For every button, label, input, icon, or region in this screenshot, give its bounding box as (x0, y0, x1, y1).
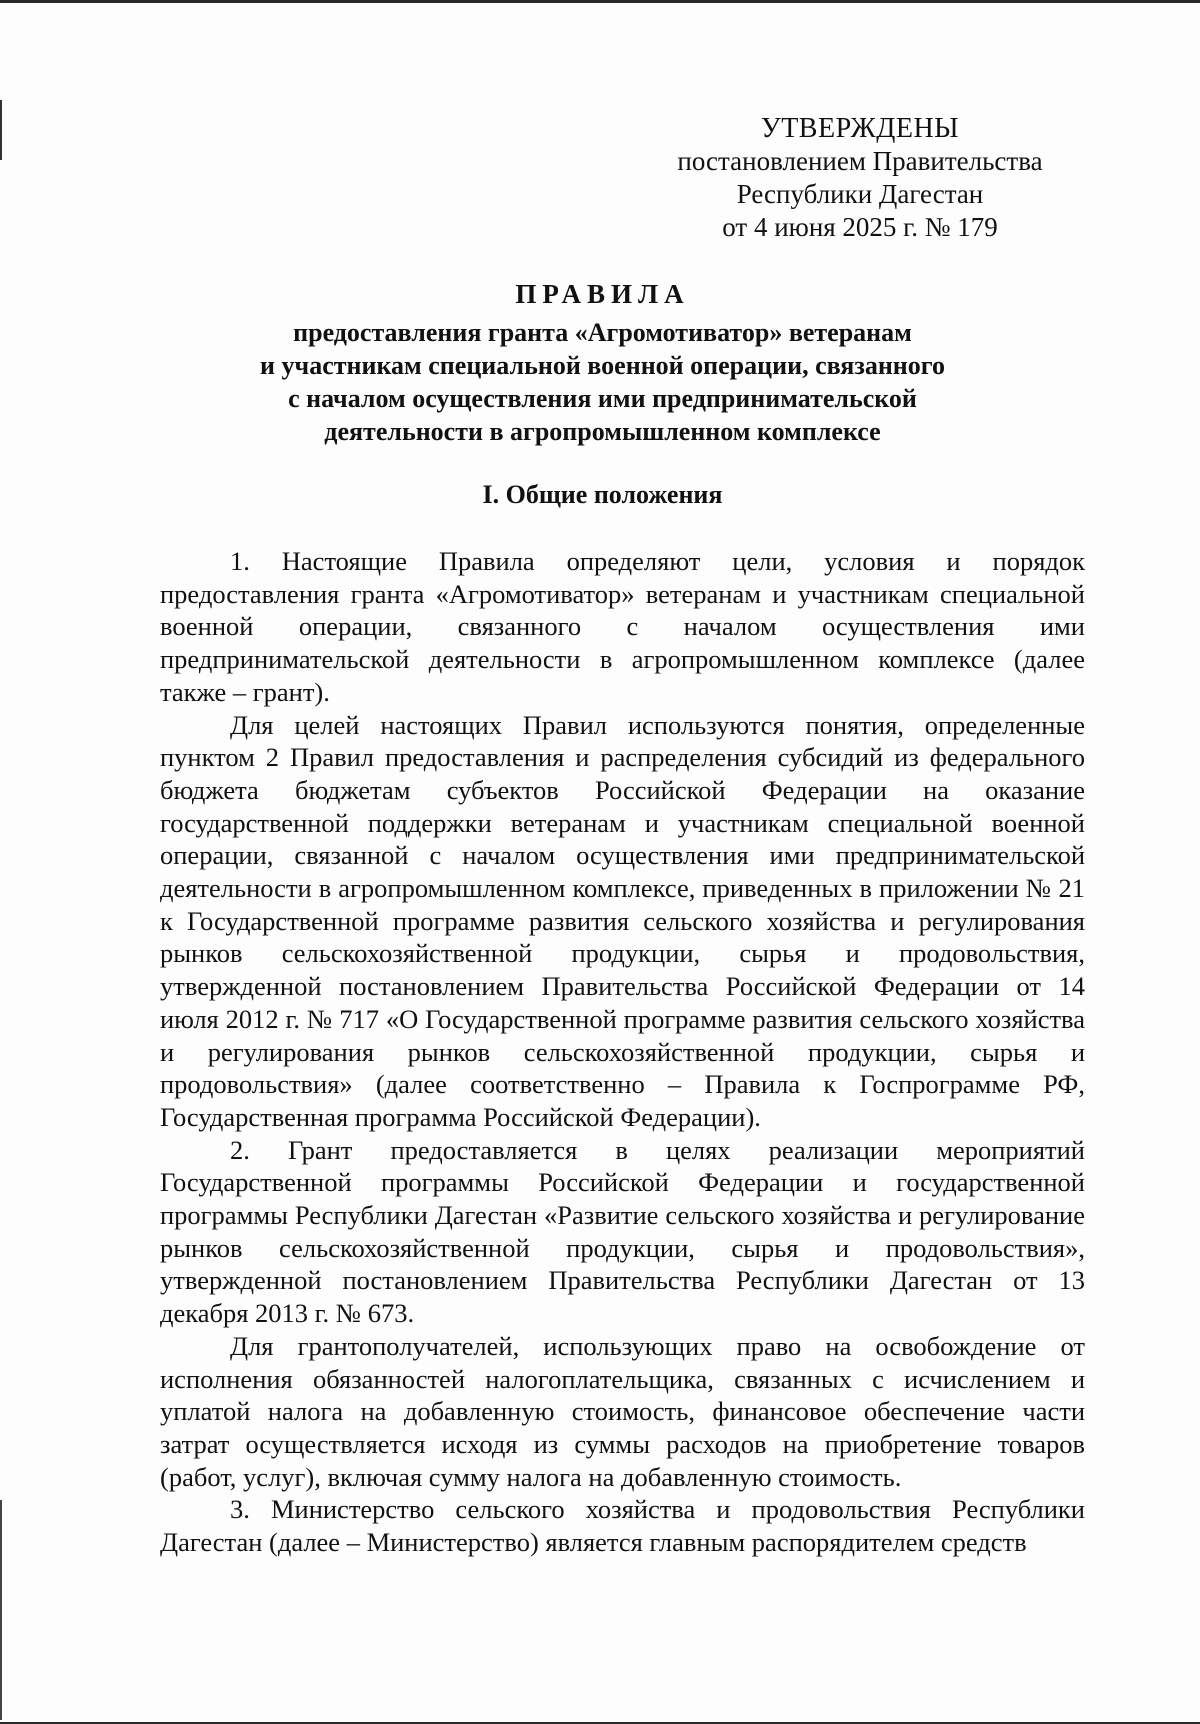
title-line: предоставления гранта «Агромотиватор» ветеранам (293, 318, 912, 347)
scan-edge-left (0, 100, 2, 160)
approval-line: постановлением Правительства (677, 146, 1043, 176)
section-heading: I. Общие положения (482, 480, 723, 509)
approval-line: Республики Дагестан (736, 179, 984, 209)
paragraph: Для грантополучателей, использующих право на освобождение от исполнения обязанностей налогоплательщика, связанных с исчислением и уплатой налога на добавленную стоимость, финансовое обеспечение части затрат осуществляется исходя из суммы расходов на приобретение товаров (работ, услуг), включая сумму налога на добавленную стоимость. (160, 1330, 1085, 1492)
title-line: и участникам специальной военной операции, связанного (260, 351, 945, 380)
document-body (160, 545, 1085, 1559)
document-title (160, 278, 1045, 448)
paragraph: 1. Настоящие Правила определяют цели, условия и порядок предоставления гранта «Агромотиватор» ветеранам и участникам специальной военной операции, связанного с началом осуществления ими предпринимательской деятельности в агропромышленном комплексе (далее также – грант). (160, 546, 1085, 707)
approval-date: от 4 июня 2025 г. № 179 (722, 212, 998, 242)
paragraph: 2. Грант предоставляется в целях реализации мероприятий Государственной программы Российской Федерации и государственной программы Республики Дагестан «Развитие сельского хозяйства и регулирование рынков сельскохозяйственной продукции, сырья и продовольствия», утвержденной постановлением Правительства Республики Дагестан от 13 декабря 2013 г. № 673. (160, 1134, 1085, 1329)
title-line: с началом осуществления ими предпринимательской (288, 384, 917, 413)
title-line: деятельности в агропромышленном комплексе (324, 417, 881, 446)
paragraph: Для целей настоящих Правил используются понятия, определенные пунктом 2 Правил предоставления и распределения субсидий из федерального бюджета бюджетам субъектов Российской Федерации на оказание государственной поддержки ветеранам и участникам специальной военной операции, связанной с началом осуществления ими предпринимательской деятельности в агропромышленном комплексе, приведенных в приложении № 21 к Государственной программе развития сельского хозяйства и регулирования рынков сельскохозяйственной продукции, сырья и продовольствия, утвержденной постановлением Правительства Российской Федерации от 14 июля 2012 г. № 717 «О Государственной программе развития сельского хозяйства и регулирования рынков сельскохозяйственной продукции, сырья и продовольствия» (далее соответственно – Правила к Госпрограмме РФ, Государственная программа Российской Федерации). (160, 709, 1085, 1132)
scan-edge-top (0, 0, 1200, 3)
title-heading: ПРАВИЛА (515, 279, 690, 309)
scan-edge-left-lower (0, 1500, 2, 1720)
paragraph: 3. Министерство сельского хозяйства и продовольствия Республики Дагестан (далее – Министерство) является главным распорядителем средств (160, 1494, 1085, 1558)
approval-heading: УТВЕРЖДЕНЫ (760, 113, 960, 144)
approval-block (640, 112, 1080, 244)
